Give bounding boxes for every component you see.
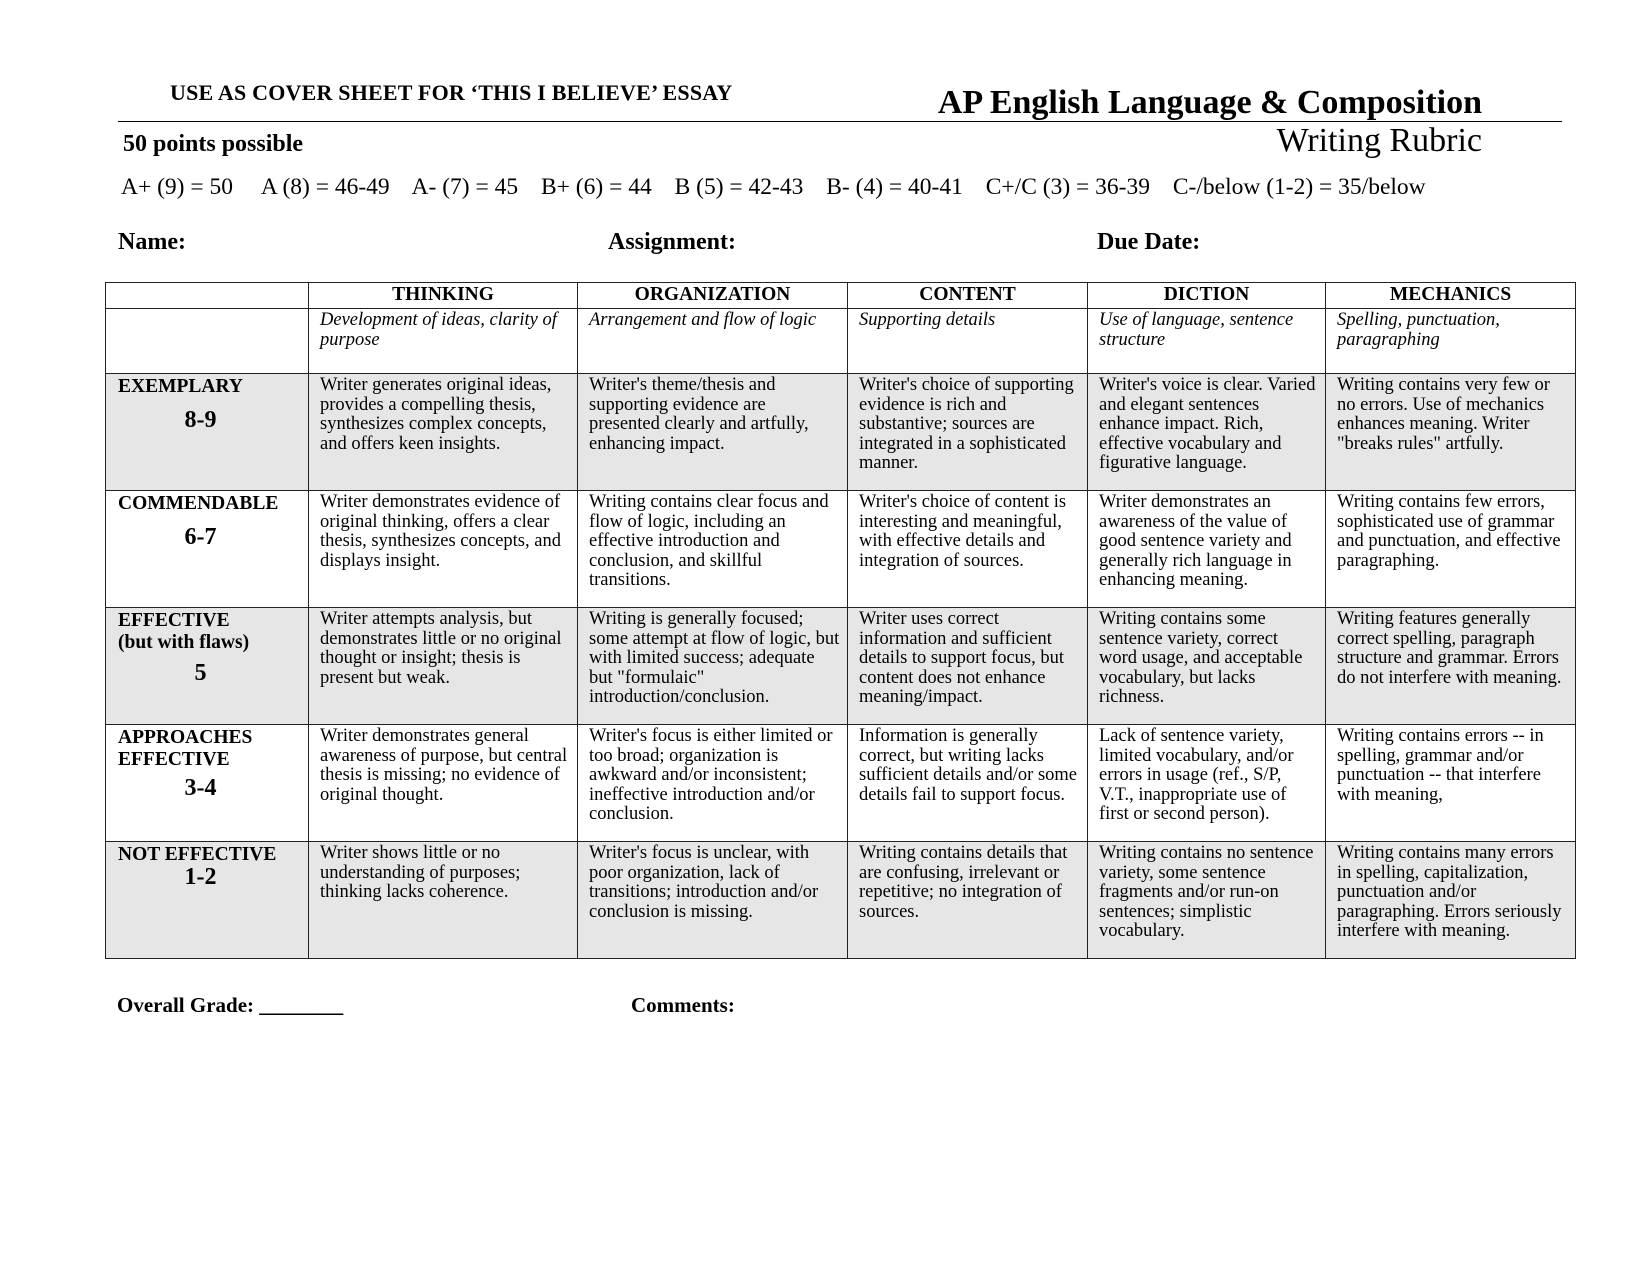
level-label-cell <box>106 842 309 959</box>
criterion-cell: Writing features generally correct spelling, paragraph structure and grammar. Errors do not interfere with meaning. <box>1326 608 1576 725</box>
comments-label: Comments: <box>631 993 735 1017</box>
criterion-cell: Writer's voice is clear. Varied and elegant sentences enhance impact. Rich, effective vocabulary and figurative language. <box>1088 374 1326 491</box>
level-name: APPROACHES <box>118 727 253 748</box>
criterion-cell: Writing contains many errors in spelling, capitalization, punctuation and/or paragraphing. Errors seriously interfere with meaning. <box>1326 842 1576 959</box>
criterion-cell: Information is generally correct, but writing lacks sufficient details and/or some details fail to support focus. <box>848 725 1088 842</box>
criterion-cell: Writing contains some sentence variety, correct word usage, and acceptable vocabulary, but lacks richness. <box>1088 608 1326 725</box>
criterion-cell: Writer's focus is unclear, with poor organization, lack of transitions; introduction and/or conclusion is missing. <box>578 842 848 959</box>
level-row-approaches-effective <box>106 725 1576 842</box>
rubric-title: Writing Rubric <box>1276 122 1482 159</box>
cover-sheet-title: USE AS COVER SHEET FOR ‘THIS I BELIEVE’ ESSAY <box>170 80 733 105</box>
level-name-qualifier: EFFECTIVE <box>118 749 230 770</box>
level-name: EFFECTIVE <box>118 610 230 631</box>
grade-scale-item: A- (7) = 45 <box>411 174 519 200</box>
level-score: 5 <box>194 660 207 686</box>
level-row-effective <box>106 608 1576 725</box>
rubric-header-row <box>106 283 1576 309</box>
criterion-cell: Writer generates original ideas, provides a compelling thesis, synthesizes complex concepts, and offers keen insights. <box>309 374 578 491</box>
criterion-cell: Writer demonstrates general awareness of purpose, but central thesis is missing; no evidence of original thought. <box>309 725 578 842</box>
level-row-exemplary <box>106 374 1576 491</box>
criterion-cell: Writer's choice of supporting evidence is rich and substantive; sources are integrated in a sophisticated manner. <box>848 374 1088 491</box>
name-label: Name: <box>118 229 186 255</box>
column-description: Arrangement and flow of logic <box>578 309 848 374</box>
level-label-cell <box>106 374 309 491</box>
criterion-cell: Lack of sentence variety, limited vocabulary, and/or errors in usage (ref., S/P, V.T., inappropriate use of first or second person). <box>1088 725 1326 842</box>
column-description: Supporting details <box>848 309 1088 374</box>
level-score: 6-7 <box>184 524 217 550</box>
level-score: 1-2 <box>184 864 217 890</box>
criterion-cell: Writer's choice of content is interesting and meaningful, with effective details and integration of sources. <box>848 491 1088 608</box>
level-name: COMMENDABLE <box>118 493 279 514</box>
criterion-cell: Writing contains few errors, sophisticated use of grammar and punctuation, and effective paragraphing. <box>1326 491 1576 608</box>
criterion-cell: Writing contains clear focus and flow of logic, including an effective introduction and conclusion, and skillful transitions. <box>578 491 848 608</box>
criterion-cell: Writer demonstrates an awareness of the value of good sentence variety and generally rich language in enhancing meaning. <box>1088 491 1326 608</box>
level-row-commendable <box>106 491 1576 608</box>
level-name: EXEMPLARY <box>118 376 243 397</box>
criterion-cell: Writer demonstrates evidence of original thinking, offers a clear thesis, synthesizes concepts, and displays insight. <box>309 491 578 608</box>
column-description: Use of language, sentence structure <box>1088 309 1326 374</box>
criterion-cell: Writing contains no sentence variety, some sentence fragments and/or run-on sentences; simplistic vocabulary. <box>1088 842 1326 959</box>
level-name: NOT EFFECTIVE <box>118 844 277 865</box>
criterion-cell: Writing contains details that are confusing, irrelevant or repetitive; no integration of sources. <box>848 842 1088 959</box>
level-label-cell <box>106 491 309 608</box>
criterion-cell: Writer's focus is either limited or too broad; organization is awkward and/or inconsistent; ineffective introduction and/or conclusion. <box>578 725 848 842</box>
due-date-label: Due Date: <box>1097 229 1201 255</box>
rubric-table <box>105 282 1576 959</box>
level-score: 8-9 <box>184 407 217 433</box>
criterion-cell: Writer shows little or no understanding of purposes; thinking lacks coherence. <box>309 842 578 959</box>
corner-cell <box>106 309 309 374</box>
grade-scale-item: C+/C (3) = 36-39 <box>985 174 1150 200</box>
grade-scale-item: C-/below (1-2) = 35/below <box>1172 174 1426 200</box>
column-header: MECHANICS <box>1326 283 1576 309</box>
rubric-description-row <box>106 309 1576 374</box>
assignment-label: Assignment: <box>608 229 737 255</box>
grade-scale <box>121 174 1426 201</box>
column-header: ORGANIZATION <box>578 283 848 309</box>
grade-scale-item: B- (4) = 40-41 <box>826 174 963 200</box>
grade-scale-item: B (5) = 42-43 <box>674 174 804 200</box>
grade-scale-item: A (8) = 46-49 <box>260 174 390 200</box>
grade-scale-item: B+ (6) = 44 <box>541 174 652 200</box>
criterion-cell: Writing contains very few or no errors. Use of mechanics enhances meaning. Writer "breaks rules" artfully. <box>1326 374 1576 491</box>
level-name-qualifier: (but with flaws) <box>118 632 250 653</box>
course-title: AP English Language & Composition <box>937 84 1482 121</box>
grade-scale-item: A+ (9) = 50 <box>121 174 234 200</box>
column-header: CONTENT <box>848 283 1088 309</box>
column-header: THINKING <box>309 283 578 309</box>
criterion-cell: Writer attempts analysis, but demonstrates little or no original thought or insight; thesis is present but weak. <box>309 608 578 725</box>
criterion-cell: Writing contains errors -- in spelling, grammar and/or punctuation -- that interfere with meaning, <box>1326 725 1576 842</box>
column-description: Development of ideas, clarity of purpose <box>309 309 578 374</box>
level-score: 3-4 <box>184 775 217 801</box>
criterion-cell: Writer uses correct information and sufficient details to support focus, but content does not enhance meaning/impact. <box>848 608 1088 725</box>
corner-cell <box>106 283 309 309</box>
column-description: Spelling, punctuation, paragraphing <box>1326 309 1576 374</box>
level-row-not-effective <box>106 842 1576 959</box>
points-possible: 50 points possible <box>123 131 304 157</box>
column-header: DICTION <box>1088 283 1326 309</box>
criterion-cell: Writer's theme/thesis and supporting evidence are presented clearly and artfully, enhancing impact. <box>578 374 848 491</box>
level-label-cell <box>106 608 309 725</box>
overall-grade-label: Overall Grade: ________ <box>117 993 344 1017</box>
level-label-cell <box>106 725 309 842</box>
criterion-cell: Writing is generally focused; some attempt at flow of logic, but with limited success; adequate but "formulaic" introduction/conclusion. <box>578 608 848 725</box>
